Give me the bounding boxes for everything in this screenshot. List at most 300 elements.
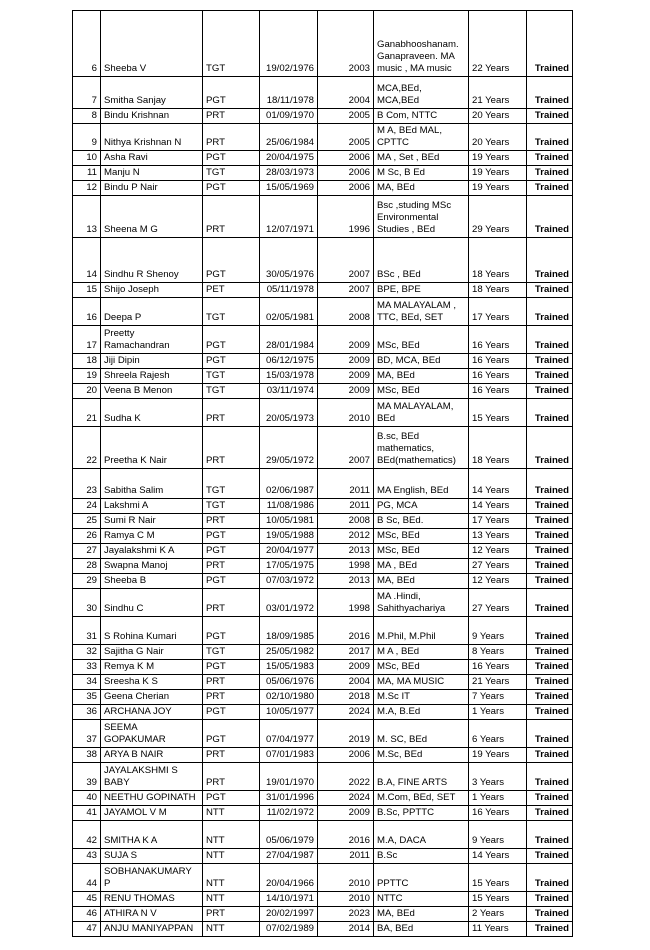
joining-year-cell: 2024 — [318, 791, 374, 806]
serial-number-cell: 42 — [73, 821, 101, 849]
joining-year-cell: 2016 — [318, 617, 374, 645]
joining-year-cell: 2004 — [318, 675, 374, 690]
joining-year-cell: 2008 — [318, 298, 374, 326]
date-of-birth-cell: 11/02/1972 — [260, 806, 318, 821]
joining-year-cell: 2014 — [318, 922, 374, 937]
serial-number-cell: 7 — [73, 77, 101, 109]
date-of-birth-cell: 25/05/1982 — [260, 645, 318, 660]
experience-cell: 18 Years — [469, 283, 527, 298]
serial-number-cell: 9 — [73, 124, 101, 151]
date-of-birth-cell: 15/03/1978 — [260, 369, 318, 384]
serial-number-cell: 45 — [73, 892, 101, 907]
name-cell: SEEMA GOPAKUMAR — [101, 720, 203, 748]
joining-year-cell: 2003 — [318, 11, 374, 77]
joining-year-cell: 2013 — [318, 574, 374, 589]
training-status-cell: Trained — [527, 559, 573, 574]
qualification-cell: MSc, BEd — [374, 529, 469, 544]
qualification-cell: PPTTC — [374, 864, 469, 892]
serial-number-cell: 20 — [73, 384, 101, 399]
experience-cell: 6 Years — [469, 720, 527, 748]
date-of-birth-cell: 19/01/1970 — [260, 763, 318, 791]
date-of-birth-cell: 01/09/1970 — [260, 109, 318, 124]
joining-year-cell: 2006 — [318, 151, 374, 166]
date-of-birth-cell: 18/11/1978 — [260, 77, 318, 109]
qualification-cell: NTTC — [374, 892, 469, 907]
training-status-cell: Trained — [527, 791, 573, 806]
serial-number-cell: 26 — [73, 529, 101, 544]
qualification-cell: M.Sc, BEd — [374, 748, 469, 763]
training-status-cell: Trained — [527, 166, 573, 181]
post-cell: PGT — [203, 326, 260, 354]
name-cell: JAYAMOL V M — [101, 806, 203, 821]
training-status-cell: Trained — [527, 283, 573, 298]
table-row — [73, 529, 573, 544]
post-cell: PGT — [203, 77, 260, 109]
training-status-cell: Trained — [527, 705, 573, 720]
table-row — [73, 559, 573, 574]
joining-year-cell: 2006 — [318, 748, 374, 763]
serial-number-cell: 44 — [73, 864, 101, 892]
date-of-birth-cell: 11/08/1986 — [260, 499, 318, 514]
qualification-cell: BPE, BPE — [374, 283, 469, 298]
date-of-birth-cell: 15/05/1969 — [260, 181, 318, 196]
table-row — [73, 675, 573, 690]
serial-number-cell: 41 — [73, 806, 101, 821]
qualification-cell: B.A, FINE ARTS — [374, 763, 469, 791]
experience-cell: 16 Years — [469, 354, 527, 369]
experience-cell: 15 Years — [469, 399, 527, 427]
experience-cell: 9 Years — [469, 821, 527, 849]
serial-number-cell: 17 — [73, 326, 101, 354]
experience-cell: 15 Years — [469, 892, 527, 907]
training-status-cell: Trained — [527, 427, 573, 469]
experience-cell: 29 Years — [469, 196, 527, 238]
post-cell: PGT — [203, 354, 260, 369]
table-row — [73, 806, 573, 821]
joining-year-cell: 2006 — [318, 166, 374, 181]
experience-cell: 13 Years — [469, 529, 527, 544]
training-status-cell: Trained — [527, 298, 573, 326]
serial-number-cell: 23 — [73, 469, 101, 499]
post-cell: PRT — [203, 196, 260, 238]
date-of-birth-cell: 06/12/1975 — [260, 354, 318, 369]
date-of-birth-cell: 19/02/1976 — [260, 11, 318, 77]
joining-year-cell: 1998 — [318, 589, 374, 617]
date-of-birth-cell: 18/09/1985 — [260, 617, 318, 645]
joining-year-cell: 2013 — [318, 544, 374, 559]
name-cell: Sreesha K S — [101, 675, 203, 690]
table-row — [73, 849, 573, 864]
qualification-cell: MA, BEd — [374, 907, 469, 922]
experience-cell: 21 Years — [469, 77, 527, 109]
post-cell: PRT — [203, 399, 260, 427]
training-status-cell: Trained — [527, 589, 573, 617]
post-cell: PGT — [203, 705, 260, 720]
date-of-birth-cell: 20/04/1977 — [260, 544, 318, 559]
name-cell: Sindhu R Shenoy — [101, 238, 203, 283]
qualification-cell: MA , Set , BEd — [374, 151, 469, 166]
name-cell: Sheeba B — [101, 574, 203, 589]
table-row — [73, 77, 573, 109]
table-row — [73, 181, 573, 196]
training-status-cell: Trained — [527, 748, 573, 763]
name-cell: SUJA S — [101, 849, 203, 864]
table-row — [73, 645, 573, 660]
qualification-cell: B.Sc — [374, 849, 469, 864]
training-status-cell: Trained — [527, 690, 573, 705]
training-status-cell: Trained — [527, 675, 573, 690]
serial-number-cell: 11 — [73, 166, 101, 181]
joining-year-cell: 2004 — [318, 77, 374, 109]
name-cell: Sudha K — [101, 399, 203, 427]
table-row — [73, 369, 573, 384]
qualification-cell: MA, BEd — [374, 574, 469, 589]
table-row — [73, 720, 573, 748]
serial-number-cell: 19 — [73, 369, 101, 384]
joining-year-cell: 2012 — [318, 529, 374, 544]
name-cell: Veena B Menon — [101, 384, 203, 399]
post-cell: PET — [203, 283, 260, 298]
training-status-cell: Trained — [527, 645, 573, 660]
serial-number-cell: 13 — [73, 196, 101, 238]
post-cell: TGT — [203, 645, 260, 660]
serial-number-cell: 32 — [73, 645, 101, 660]
date-of-birth-cell: 20/05/1973 — [260, 399, 318, 427]
table-row — [73, 124, 573, 151]
serial-number-cell: 21 — [73, 399, 101, 427]
date-of-birth-cell: 02/06/1987 — [260, 469, 318, 499]
post-cell: PRT — [203, 427, 260, 469]
post-cell: NTT — [203, 922, 260, 937]
experience-cell: 12 Years — [469, 574, 527, 589]
table-row — [73, 690, 573, 705]
post-cell: PRT — [203, 124, 260, 151]
qualification-cell: M.A, B.Ed — [374, 705, 469, 720]
experience-cell: 16 Years — [469, 384, 527, 399]
qualification-cell: MA MALAYALAM , TTC, BEd, SET — [374, 298, 469, 326]
name-cell: Remya K M — [101, 660, 203, 675]
post-cell: PGT — [203, 529, 260, 544]
joining-year-cell: 2016 — [318, 821, 374, 849]
qualification-cell: M Sc, B Ed — [374, 166, 469, 181]
training-status-cell: Trained — [527, 864, 573, 892]
name-cell: JAYALAKSHMI S BABY — [101, 763, 203, 791]
training-status-cell: Trained — [527, 922, 573, 937]
serial-number-cell: 34 — [73, 675, 101, 690]
name-cell: ARCHANA JOY — [101, 705, 203, 720]
post-cell: NTT — [203, 849, 260, 864]
training-status-cell: Trained — [527, 660, 573, 675]
date-of-birth-cell: 07/03/1972 — [260, 574, 318, 589]
name-cell: Bindu Krishnan — [101, 109, 203, 124]
experience-cell: 19 Years — [469, 748, 527, 763]
serial-number-cell: 40 — [73, 791, 101, 806]
experience-cell: 19 Years — [469, 181, 527, 196]
joining-year-cell: 2022 — [318, 763, 374, 791]
joining-year-cell: 2009 — [318, 326, 374, 354]
staff-table — [72, 10, 573, 937]
experience-cell: 16 Years — [469, 326, 527, 354]
post-cell: TGT — [203, 469, 260, 499]
name-cell: SMITHA K A — [101, 821, 203, 849]
date-of-birth-cell: 27/04/1987 — [260, 849, 318, 864]
table-row — [73, 499, 573, 514]
qualification-cell: MA, MA MUSIC — [374, 675, 469, 690]
post-cell: PRT — [203, 907, 260, 922]
serial-number-cell: 36 — [73, 705, 101, 720]
experience-cell: 11 Years — [469, 922, 527, 937]
training-status-cell: Trained — [527, 369, 573, 384]
table-row — [73, 326, 573, 354]
joining-year-cell: 2006 — [318, 181, 374, 196]
post-cell: TGT — [203, 499, 260, 514]
joining-year-cell: 2007 — [318, 427, 374, 469]
training-status-cell: Trained — [527, 181, 573, 196]
table-row — [73, 544, 573, 559]
table-row — [73, 864, 573, 892]
qualification-cell: MSc, BEd — [374, 326, 469, 354]
joining-year-cell: 2019 — [318, 720, 374, 748]
serial-number-cell: 43 — [73, 849, 101, 864]
serial-number-cell: 22 — [73, 427, 101, 469]
experience-cell: 12 Years — [469, 544, 527, 559]
post-cell: PRT — [203, 675, 260, 690]
training-status-cell: Trained — [527, 124, 573, 151]
training-status-cell: Trained — [527, 326, 573, 354]
table-row — [73, 298, 573, 326]
post-cell: PRT — [203, 559, 260, 574]
qualification-cell: MA , BEd — [374, 559, 469, 574]
training-status-cell: Trained — [527, 11, 573, 77]
training-status-cell: Trained — [527, 384, 573, 399]
post-cell: PRT — [203, 109, 260, 124]
qualification-cell: PG, MCA — [374, 499, 469, 514]
name-cell: Nithya Krishnan N — [101, 124, 203, 151]
name-cell: Deepa P — [101, 298, 203, 326]
name-cell: Geena Cherian — [101, 690, 203, 705]
post-cell: NTT — [203, 806, 260, 821]
table-row — [73, 763, 573, 791]
serial-number-cell: 10 — [73, 151, 101, 166]
serial-number-cell: 6 — [73, 11, 101, 77]
date-of-birth-cell: 28/01/1984 — [260, 326, 318, 354]
qualification-cell: M A, BEd MAL, CPTTC — [374, 124, 469, 151]
training-status-cell: Trained — [527, 109, 573, 124]
table-row — [73, 922, 573, 937]
date-of-birth-cell: 05/06/1976 — [260, 675, 318, 690]
post-cell: TGT — [203, 298, 260, 326]
date-of-birth-cell: 10/05/1977 — [260, 705, 318, 720]
name-cell: Ramya C M — [101, 529, 203, 544]
joining-year-cell: 2010 — [318, 864, 374, 892]
post-cell: PRT — [203, 589, 260, 617]
training-status-cell: Trained — [527, 354, 573, 369]
post-cell: PGT — [203, 660, 260, 675]
training-status-cell: Trained — [527, 499, 573, 514]
training-status-cell: Trained — [527, 399, 573, 427]
date-of-birth-cell: 14/10/1971 — [260, 892, 318, 907]
qualification-cell: B Sc, BEd. — [374, 514, 469, 529]
qualification-cell: MA .Hindi, Sahithyachariya — [374, 589, 469, 617]
qualification-cell: MA MALAYALAM, BEd — [374, 399, 469, 427]
experience-cell: 19 Years — [469, 166, 527, 181]
name-cell: Shreela Rajesh — [101, 369, 203, 384]
name-cell: Lakshmi A — [101, 499, 203, 514]
qualification-cell: M.Com, BEd, SET — [374, 791, 469, 806]
name-cell: Smitha Sanjay — [101, 77, 203, 109]
qualification-cell: BSc , BEd — [374, 238, 469, 283]
post-cell: PGT — [203, 574, 260, 589]
post-cell: TGT — [203, 369, 260, 384]
experience-cell: 15 Years — [469, 864, 527, 892]
training-status-cell: Trained — [527, 806, 573, 821]
training-status-cell: Trained — [527, 763, 573, 791]
date-of-birth-cell: 30/05/1976 — [260, 238, 318, 283]
table-row — [73, 748, 573, 763]
experience-cell: 20 Years — [469, 109, 527, 124]
qualification-cell: M A , BEd — [374, 645, 469, 660]
serial-number-cell: 16 — [73, 298, 101, 326]
training-status-cell: Trained — [527, 720, 573, 748]
name-cell: ATHIRA N V — [101, 907, 203, 922]
date-of-birth-cell: 05/06/1979 — [260, 821, 318, 849]
post-cell: TGT — [203, 11, 260, 77]
post-cell: PGT — [203, 181, 260, 196]
name-cell: Sumi R Nair — [101, 514, 203, 529]
name-cell: Sindhu C — [101, 589, 203, 617]
joining-year-cell: 2009 — [318, 354, 374, 369]
post-cell: TGT — [203, 384, 260, 399]
post-cell: PGT — [203, 617, 260, 645]
experience-cell: 1 Years — [469, 705, 527, 720]
qualification-cell: MA, BEd — [374, 369, 469, 384]
joining-year-cell: 2009 — [318, 384, 374, 399]
table-row — [73, 238, 573, 283]
serial-number-cell: 37 — [73, 720, 101, 748]
training-status-cell: Trained — [527, 821, 573, 849]
name-cell: Bindu P Nair — [101, 181, 203, 196]
experience-cell: 20 Years — [469, 124, 527, 151]
date-of-birth-cell: 10/05/1981 — [260, 514, 318, 529]
table-row — [73, 469, 573, 499]
name-cell: Sheeba V — [101, 11, 203, 77]
experience-cell: 1 Years — [469, 791, 527, 806]
serial-number-cell: 15 — [73, 283, 101, 298]
joining-year-cell: 2005 — [318, 124, 374, 151]
post-cell: PRT — [203, 748, 260, 763]
table-row — [73, 660, 573, 675]
qualification-cell: BA, BEd — [374, 922, 469, 937]
training-status-cell: Trained — [527, 238, 573, 283]
staff-table-body — [73, 11, 573, 937]
date-of-birth-cell: 28/03/1973 — [260, 166, 318, 181]
post-cell: NTT — [203, 864, 260, 892]
training-status-cell: Trained — [527, 544, 573, 559]
qualification-cell: MSc, BEd — [374, 660, 469, 675]
training-status-cell: Trained — [527, 514, 573, 529]
qualification-cell: Bsc ,studing MSc Environmental Studies , BEd — [374, 196, 469, 238]
post-cell: TGT — [203, 166, 260, 181]
name-cell: Sheena M G — [101, 196, 203, 238]
serial-number-cell: 8 — [73, 109, 101, 124]
date-of-birth-cell: 20/02/1997 — [260, 907, 318, 922]
table-row — [73, 791, 573, 806]
joining-year-cell: 2011 — [318, 469, 374, 499]
post-cell: PGT — [203, 151, 260, 166]
table-row — [73, 892, 573, 907]
joining-year-cell: 2009 — [318, 369, 374, 384]
name-cell: RENU THOMAS — [101, 892, 203, 907]
table-row — [73, 427, 573, 469]
qualification-cell: M.A, DACA — [374, 821, 469, 849]
name-cell: ANJU MANIYAPPAN — [101, 922, 203, 937]
table-row — [73, 705, 573, 720]
table-row — [73, 384, 573, 399]
post-cell: PGT — [203, 720, 260, 748]
training-status-cell: Trained — [527, 892, 573, 907]
post-cell: PRT — [203, 514, 260, 529]
joining-year-cell: 2010 — [318, 399, 374, 427]
name-cell: NEETHU GOPINATH — [101, 791, 203, 806]
qualification-cell: M. SC, BEd — [374, 720, 469, 748]
experience-cell: 19 Years — [469, 151, 527, 166]
table-row — [73, 821, 573, 849]
name-cell: S Rohina Kumari — [101, 617, 203, 645]
joining-year-cell: 2009 — [318, 660, 374, 675]
date-of-birth-cell: 07/01/1983 — [260, 748, 318, 763]
experience-cell: 17 Years — [469, 514, 527, 529]
experience-cell: 14 Years — [469, 469, 527, 499]
date-of-birth-cell: 29/05/1972 — [260, 427, 318, 469]
training-status-cell: Trained — [527, 196, 573, 238]
training-status-cell: Trained — [527, 574, 573, 589]
table-row — [73, 166, 573, 181]
experience-cell: 16 Years — [469, 369, 527, 384]
qualification-cell: MSc, BEd — [374, 544, 469, 559]
date-of-birth-cell: 20/04/1975 — [260, 151, 318, 166]
training-status-cell: Trained — [527, 529, 573, 544]
date-of-birth-cell: 02/10/1980 — [260, 690, 318, 705]
qualification-cell: MCA,BEd, MCA,BEd — [374, 77, 469, 109]
experience-cell: 7 Years — [469, 690, 527, 705]
serial-number-cell: 39 — [73, 763, 101, 791]
training-status-cell: Trained — [527, 77, 573, 109]
date-of-birth-cell: 25/06/1984 — [260, 124, 318, 151]
serial-number-cell: 12 — [73, 181, 101, 196]
table-row — [73, 574, 573, 589]
joining-year-cell: 2011 — [318, 499, 374, 514]
joining-year-cell: 1996 — [318, 196, 374, 238]
post-cell: NTT — [203, 892, 260, 907]
name-cell: Jiji Dipin — [101, 354, 203, 369]
joining-year-cell: 2009 — [318, 806, 374, 821]
table-row — [73, 354, 573, 369]
training-status-cell: Trained — [527, 849, 573, 864]
experience-cell: 17 Years — [469, 298, 527, 326]
experience-cell: 21 Years — [469, 675, 527, 690]
experience-cell: 18 Years — [469, 427, 527, 469]
name-cell: Asha Ravi — [101, 151, 203, 166]
joining-year-cell: 2010 — [318, 892, 374, 907]
experience-cell: 18 Years — [469, 238, 527, 283]
qualification-cell: MA, BEd — [374, 181, 469, 196]
qualification-cell: M.Sc IT — [374, 690, 469, 705]
serial-number-cell: 33 — [73, 660, 101, 675]
date-of-birth-cell: 12/07/1971 — [260, 196, 318, 238]
training-status-cell: Trained — [527, 151, 573, 166]
qualification-cell: Ganabhooshanam. Ganapraveen. MA music , MA music — [374, 11, 469, 77]
experience-cell: 22 Years — [469, 11, 527, 77]
